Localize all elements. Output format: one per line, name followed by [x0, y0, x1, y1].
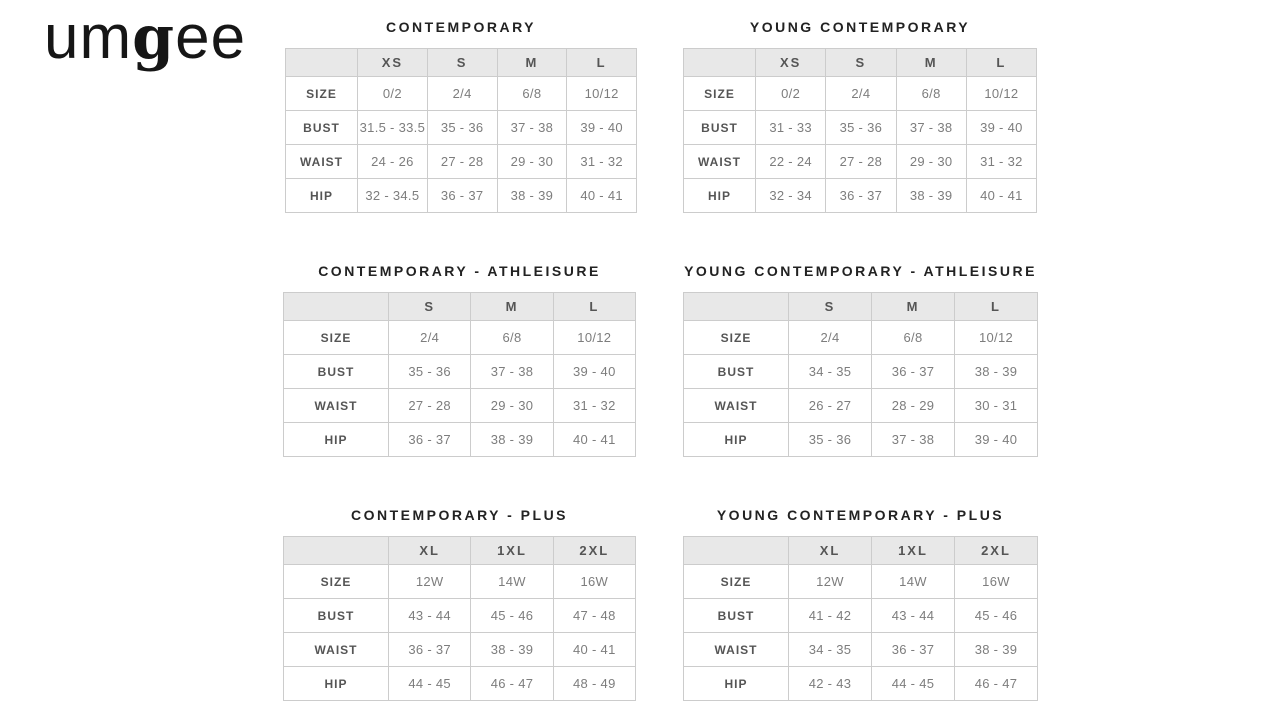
column-header-cell: L	[567, 49, 637, 77]
header-row	[284, 293, 636, 321]
measurement-value-cell: 39 - 40	[567, 111, 637, 145]
measurement-value-cell: 31 - 32	[553, 389, 635, 423]
measurement-value-cell: 10/12	[553, 321, 635, 355]
measurement-value-cell: 38 - 39	[497, 179, 567, 213]
measurement-value-cell: 14W	[471, 565, 553, 599]
table-title: CONTEMPORARY	[385, 19, 537, 35]
table-row	[284, 355, 636, 389]
table-row	[284, 667, 636, 701]
logo-text-um: um	[44, 3, 133, 72]
row-label-cell: WAIST	[684, 389, 789, 423]
size-chart-young-contemporary-athleisure	[683, 262, 1038, 457]
table-title: YOUNG CONTEMPORARY - PLUS	[716, 507, 1005, 523]
measurement-value-cell: 36 - 37	[427, 179, 497, 213]
table-row	[684, 667, 1038, 701]
measurement-value-cell: 27 - 28	[826, 145, 896, 179]
column-header-cell: M	[497, 49, 567, 77]
row-label-cell: SIZE	[284, 321, 389, 355]
row-label-cell: SIZE	[284, 565, 389, 599]
measurement-value-cell: 47 - 48	[553, 599, 635, 633]
size-table	[683, 292, 1038, 457]
table-row	[286, 179, 637, 213]
measurement-value-cell: 27 - 28	[389, 389, 471, 423]
size-table	[683, 48, 1037, 213]
column-header-cell: 2XL	[553, 537, 635, 565]
table-title: CONTEMPORARY - PLUS	[350, 507, 569, 523]
table-row	[684, 179, 1037, 213]
corner-cell	[684, 537, 789, 565]
column-header-cell: 1XL	[471, 537, 553, 565]
table-title: YOUNG CONTEMPORARY - ATHLEISURE	[684, 263, 1037, 279]
column-header-cell: L	[955, 293, 1038, 321]
measurement-value-cell: 38 - 39	[955, 633, 1038, 667]
measurement-value-cell: 2/4	[389, 321, 471, 355]
size-table	[285, 48, 637, 213]
column-header-cell: XL	[389, 537, 471, 565]
measurement-value-cell: 43 - 44	[389, 599, 471, 633]
row-label-cell: BUST	[684, 111, 756, 145]
measurement-value-cell: 45 - 46	[471, 599, 553, 633]
column-header-cell: XS	[358, 49, 428, 77]
measurement-value-cell: 32 - 34	[756, 179, 826, 213]
table-row	[684, 355, 1038, 389]
size-chart-young-contemporary	[683, 18, 1037, 213]
table-row	[684, 77, 1037, 111]
corner-cell	[684, 293, 789, 321]
table-row	[286, 145, 637, 179]
measurement-value-cell: 37 - 38	[872, 423, 955, 457]
column-header-cell: M	[896, 49, 966, 77]
measurement-value-cell: 39 - 40	[955, 423, 1038, 457]
logo-text-g: g	[132, 3, 176, 73]
table-row	[286, 77, 637, 111]
measurement-value-cell: 30 - 31	[955, 389, 1038, 423]
measurement-value-cell: 31 - 33	[756, 111, 826, 145]
header-row	[286, 49, 637, 77]
column-header-cell: S	[427, 49, 497, 77]
measurement-value-cell: 10/12	[966, 77, 1036, 111]
measurement-value-cell: 37 - 38	[896, 111, 966, 145]
measurement-value-cell: 36 - 37	[826, 179, 896, 213]
measurement-value-cell: 44 - 45	[389, 667, 471, 701]
measurement-value-cell: 0/2	[358, 77, 428, 111]
logo-text-ee: ee	[175, 3, 247, 72]
measurement-value-cell: 37 - 38	[497, 111, 567, 145]
measurement-value-cell: 26 - 27	[789, 389, 872, 423]
column-header-cell: S	[789, 293, 872, 321]
measurement-value-cell: 6/8	[872, 321, 955, 355]
table-row	[684, 389, 1038, 423]
measurement-value-cell: 46 - 47	[471, 667, 553, 701]
size-chart-contemporary	[285, 18, 637, 213]
corner-cell	[684, 49, 756, 77]
measurement-value-cell: 31 - 32	[567, 145, 637, 179]
column-header-cell: XL	[789, 537, 872, 565]
row-label-cell: WAIST	[684, 633, 789, 667]
table-row	[684, 633, 1038, 667]
row-label-cell: BUST	[286, 111, 358, 145]
row-label-cell: WAIST	[284, 633, 389, 667]
row-label-cell: HIP	[684, 667, 789, 701]
measurement-value-cell: 48 - 49	[553, 667, 635, 701]
table-row	[284, 321, 636, 355]
measurement-value-cell: 6/8	[497, 77, 567, 111]
size-table	[683, 536, 1038, 701]
measurement-value-cell: 42 - 43	[789, 667, 872, 701]
table-title: YOUNG CONTEMPORARY	[749, 19, 971, 35]
row-label-cell: HIP	[284, 667, 389, 701]
measurement-value-cell: 12W	[789, 565, 872, 599]
header-row	[684, 293, 1038, 321]
measurement-value-cell: 38 - 39	[471, 633, 553, 667]
measurement-value-cell: 35 - 36	[389, 355, 471, 389]
row-label-cell: WAIST	[284, 389, 389, 423]
measurement-value-cell: 10/12	[955, 321, 1038, 355]
table-row	[684, 111, 1037, 145]
row-label-cell: BUST	[284, 599, 389, 633]
measurement-value-cell: 35 - 36	[789, 423, 872, 457]
size-chart-young-contemporary-plus	[683, 506, 1038, 701]
measurement-value-cell: 31.5 - 33.5	[358, 111, 428, 145]
measurement-value-cell: 2/4	[789, 321, 872, 355]
column-header-cell: M	[872, 293, 955, 321]
measurement-value-cell: 34 - 35	[789, 355, 872, 389]
measurement-value-cell: 36 - 37	[389, 423, 471, 457]
row-label-cell: SIZE	[684, 321, 789, 355]
header-row	[684, 49, 1037, 77]
table-title: CONTEMPORARY - ATHLEISURE	[318, 263, 601, 279]
table-row	[684, 599, 1038, 633]
column-header-cell: L	[966, 49, 1036, 77]
measurement-value-cell: 40 - 41	[553, 633, 635, 667]
size-chart-contemporary-athleisure	[283, 262, 636, 457]
row-label-cell: SIZE	[684, 77, 756, 111]
measurement-value-cell: 40 - 41	[966, 179, 1036, 213]
measurement-value-cell: 39 - 40	[966, 111, 1036, 145]
measurement-value-cell: 29 - 30	[497, 145, 567, 179]
size-table	[283, 536, 636, 701]
column-header-cell: S	[389, 293, 471, 321]
table-row	[284, 423, 636, 457]
row-label-cell: WAIST	[684, 145, 756, 179]
measurement-value-cell: 28 - 29	[872, 389, 955, 423]
column-header-cell: 2XL	[955, 537, 1038, 565]
row-label-cell: SIZE	[684, 565, 789, 599]
measurement-value-cell: 40 - 41	[553, 423, 635, 457]
umgee-logo	[44, 4, 246, 72]
corner-cell	[284, 293, 389, 321]
measurement-value-cell: 36 - 37	[872, 633, 955, 667]
row-label-cell: BUST	[684, 599, 789, 633]
measurement-value-cell: 38 - 39	[955, 355, 1038, 389]
measurement-value-cell: 34 - 35	[789, 633, 872, 667]
measurement-value-cell: 24 - 26	[358, 145, 428, 179]
table-row	[684, 145, 1037, 179]
measurement-value-cell: 46 - 47	[955, 667, 1038, 701]
measurement-value-cell: 44 - 45	[872, 667, 955, 701]
measurement-value-cell: 6/8	[896, 77, 966, 111]
measurement-value-cell: 35 - 36	[427, 111, 497, 145]
corner-cell	[286, 49, 358, 77]
header-row	[284, 537, 636, 565]
measurement-value-cell: 10/12	[567, 77, 637, 111]
measurement-value-cell: 0/2	[756, 77, 826, 111]
row-label-cell: BUST	[284, 355, 389, 389]
table-row	[286, 111, 637, 145]
row-label-cell: HIP	[286, 179, 358, 213]
corner-cell	[284, 537, 389, 565]
measurement-value-cell: 16W	[955, 565, 1038, 599]
table-row	[684, 423, 1038, 457]
column-header-cell: XS	[756, 49, 826, 77]
column-header-cell: L	[553, 293, 635, 321]
measurement-value-cell: 2/4	[826, 77, 896, 111]
measurement-value-cell: 27 - 28	[427, 145, 497, 179]
measurement-value-cell: 14W	[872, 565, 955, 599]
table-row	[684, 321, 1038, 355]
size-chart-contemporary-plus	[283, 506, 636, 701]
measurement-value-cell: 31 - 32	[966, 145, 1036, 179]
table-row	[684, 565, 1038, 599]
measurement-value-cell: 2/4	[427, 77, 497, 111]
measurement-value-cell: 6/8	[471, 321, 553, 355]
header-row	[684, 537, 1038, 565]
measurement-value-cell: 22 - 24	[756, 145, 826, 179]
table-row	[284, 565, 636, 599]
measurement-value-cell: 36 - 37	[872, 355, 955, 389]
measurement-value-cell: 39 - 40	[553, 355, 635, 389]
measurement-value-cell: 37 - 38	[471, 355, 553, 389]
row-label-cell: WAIST	[286, 145, 358, 179]
table-row	[284, 633, 636, 667]
measurement-value-cell: 40 - 41	[567, 179, 637, 213]
measurement-value-cell: 32 - 34.5	[358, 179, 428, 213]
row-label-cell: SIZE	[286, 77, 358, 111]
measurement-value-cell: 12W	[389, 565, 471, 599]
row-label-cell: BUST	[684, 355, 789, 389]
table-row	[284, 599, 636, 633]
column-header-cell: M	[471, 293, 553, 321]
column-header-cell: S	[826, 49, 896, 77]
measurement-value-cell: 35 - 36	[826, 111, 896, 145]
measurement-value-cell: 29 - 30	[471, 389, 553, 423]
measurement-value-cell: 29 - 30	[896, 145, 966, 179]
measurement-value-cell: 45 - 46	[955, 599, 1038, 633]
row-label-cell: HIP	[684, 179, 756, 213]
measurement-value-cell: 41 - 42	[789, 599, 872, 633]
row-label-cell: HIP	[684, 423, 789, 457]
measurement-value-cell: 38 - 39	[471, 423, 553, 457]
measurement-value-cell: 38 - 39	[896, 179, 966, 213]
size-table	[283, 292, 636, 457]
measurement-value-cell: 43 - 44	[872, 599, 955, 633]
measurement-value-cell: 36 - 37	[389, 633, 471, 667]
column-header-cell: 1XL	[872, 537, 955, 565]
row-label-cell: HIP	[284, 423, 389, 457]
measurement-value-cell: 16W	[553, 565, 635, 599]
table-row	[284, 389, 636, 423]
